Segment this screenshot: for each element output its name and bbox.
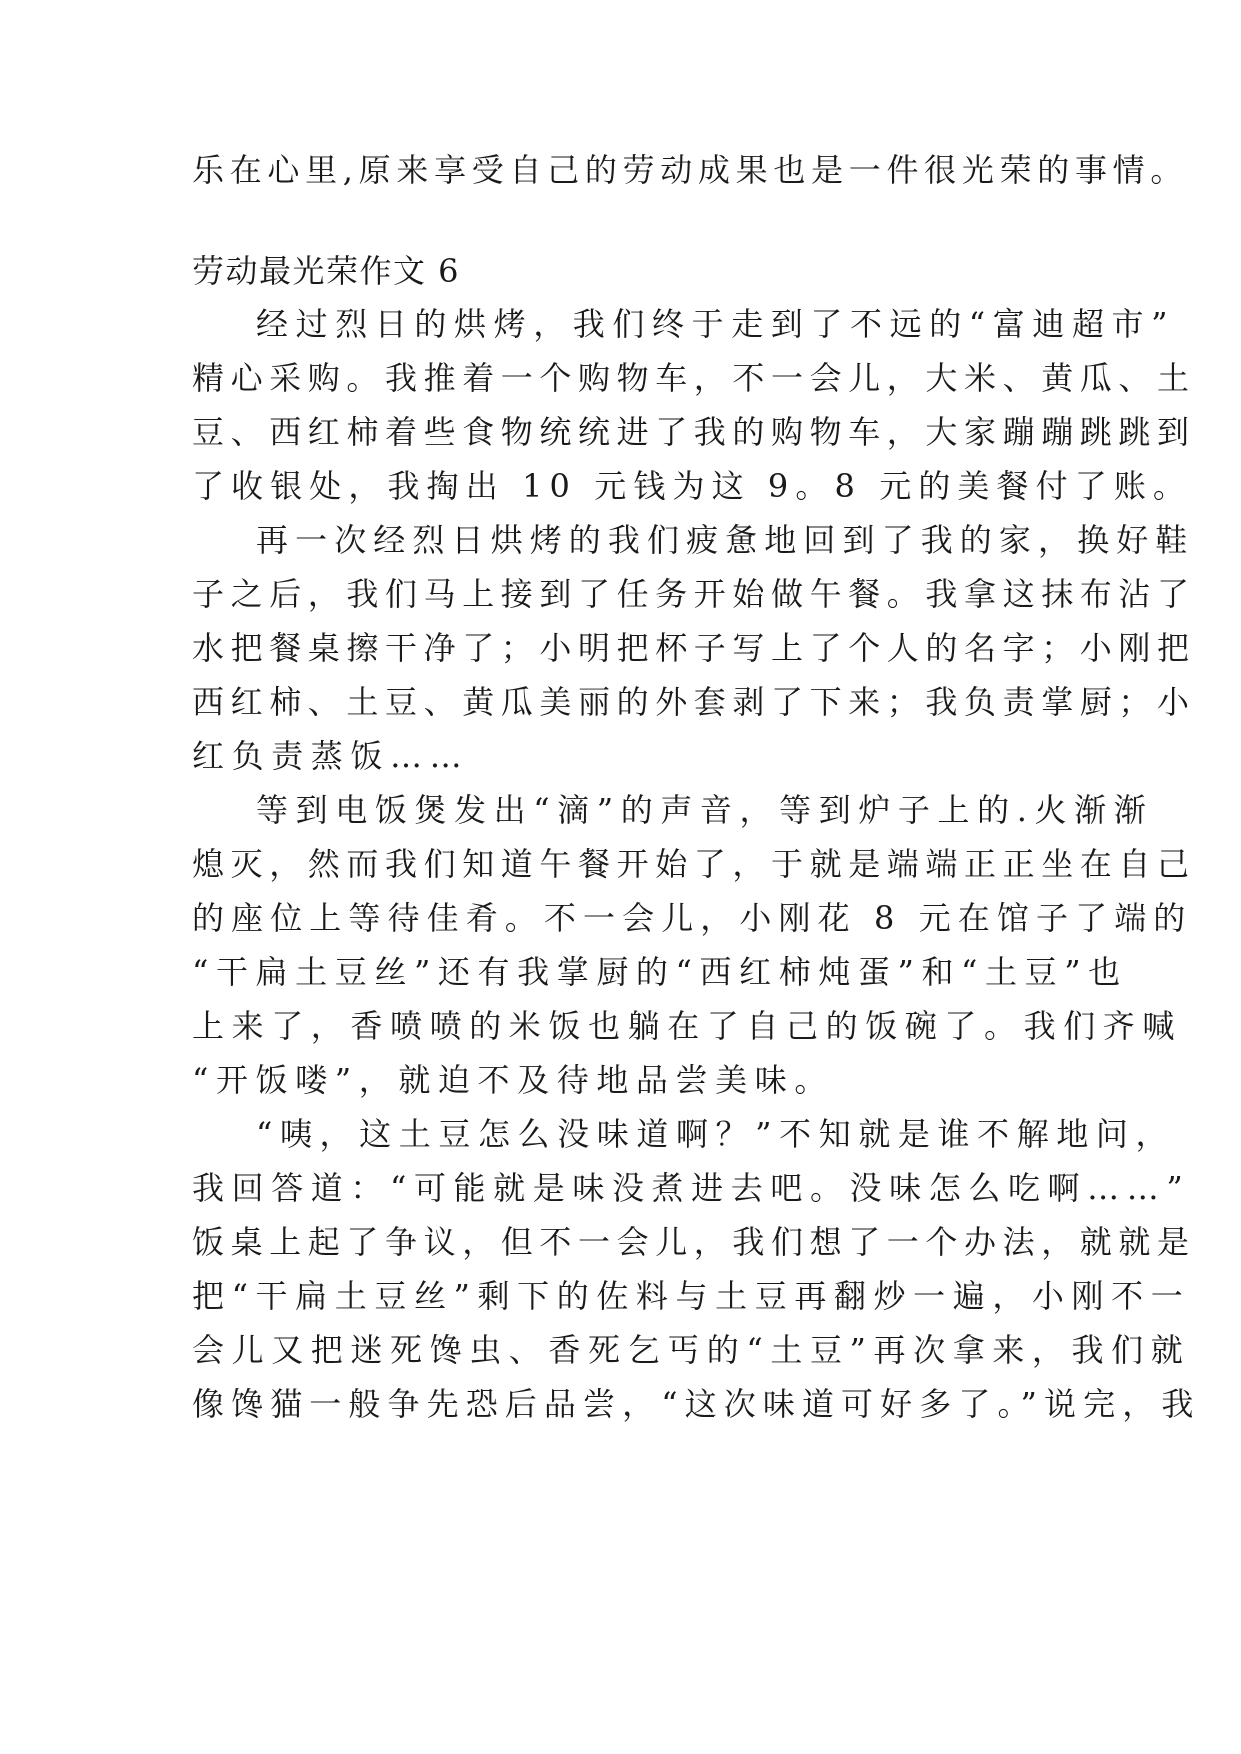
- paragraph-line: 西红柿、土豆、黄瓜美丽的外套剥了下来；我负责掌厨；小: [192, 683, 1196, 721]
- paragraph-line: 豆、西红柿着些食物统统进了我的购物车，大家蹦蹦跳跳到: [192, 413, 1196, 451]
- paragraph-line: 把“干扁土豆丝”剩下的佐料与土豆再翻炒一遍，小刚不一: [192, 1277, 1191, 1315]
- paragraph-line: 像馋猫一般争先恐后品尝，“这次味道可好多了。”说完，我: [192, 1385, 1201, 1423]
- paragraph-line: 我回答道：“可能就是味没煮进去吧。没味怎么吃啊……”: [192, 1169, 1191, 1207]
- paragraph-line: 红负责蒸饭……: [192, 737, 470, 775]
- essay-heading: 劳动最光荣作文 6: [192, 252, 461, 290]
- paragraph-line: 再一次经烈日烘烤的我们疲惫地回到了我的家，换好鞋: [256, 521, 1195, 559]
- paragraph-line: 等到电饭煲发出“滴”的声音，等到炉子上的.火渐渐: [256, 791, 1154, 829]
- paragraph-line: 饭桌上起了争议，但不一会儿，我们想了一个办法，就就是: [192, 1223, 1196, 1261]
- paragraph-line: 精心采购。我推着一个购物车，不一会儿，大米、黄瓜、土: [192, 359, 1196, 397]
- paragraph-line: 会儿又把迷死馋虫、香死乞丐的“土豆”再次拿来，我们就: [192, 1331, 1191, 1369]
- paragraph-line: 经过烈日的烘烤，我们终于走到了不远的“富迪超市”: [256, 305, 1176, 343]
- intro-line: 乐在心里,原来享受自己的劳动成果也是一件很光荣的事情。: [192, 151, 1189, 189]
- paragraph-line: “干扁土豆丝”还有我掌厨的“西红柿炖蛋”和“土豆”也: [192, 953, 1128, 991]
- paragraph-line: 的座位上等待佳肴。不一会儿，小刚花 8 元在馆子了端的: [192, 899, 1193, 937]
- paragraph-line: “开饭喽”，就迫不及待地品尝美味。: [192, 1061, 834, 1099]
- paragraph-line: “咦，这土豆怎么没味道啊？”不知就是谁不解地问，: [256, 1115, 1176, 1153]
- paragraph-line: 了收银处，我掏出 10 元钱为这 9。8 元的美餐付了账。: [192, 467, 1193, 505]
- paragraph-line: 水把餐桌擦干净了；小明把杯子写上了个人的名字；小刚把: [192, 629, 1196, 667]
- paragraph-line: 熄灭，然而我们知道午餐开始了，于就是端端正正坐在自己: [192, 845, 1196, 883]
- paragraph-line: 上来了，香喷喷的米饭也躺在了自己的饭碗了。我们齐喊: [192, 1007, 1183, 1045]
- paragraph-line: 子之后，我们马上接到了任务开始做午餐。我拿这抹布沾了: [192, 575, 1196, 613]
